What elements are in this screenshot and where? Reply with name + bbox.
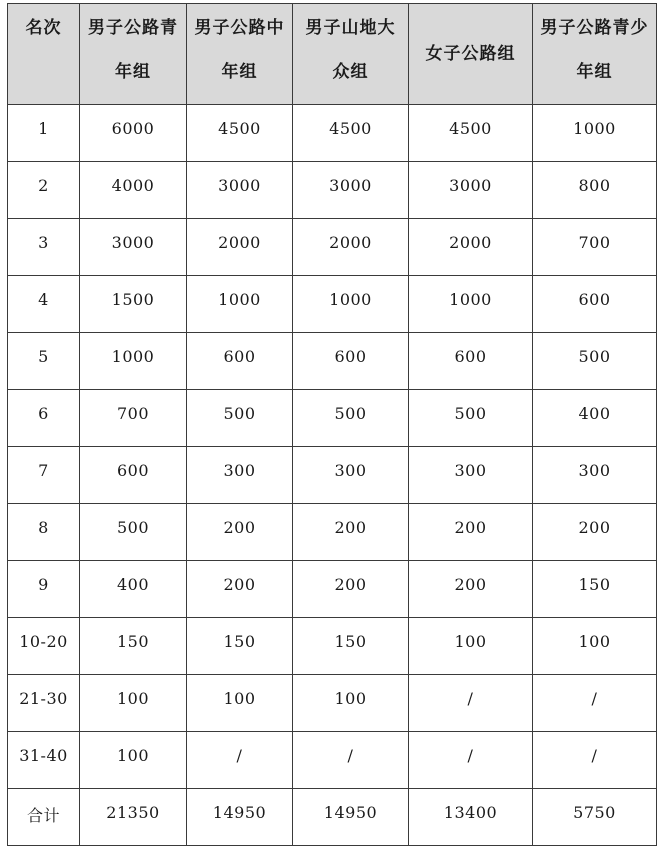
rank-cell: 2 xyxy=(8,162,80,219)
table-row xyxy=(8,333,657,390)
prize-cell: 4500 xyxy=(187,105,293,162)
prize-cell: 4500 xyxy=(409,105,533,162)
prize-cell: 700 xyxy=(80,390,187,447)
rank-cell: 21-30 xyxy=(8,675,80,732)
prize-cell: 100 xyxy=(80,732,187,789)
prize-cell: 500 xyxy=(293,390,409,447)
prize-cell: 200 xyxy=(293,504,409,561)
prize-cell: 400 xyxy=(533,390,657,447)
rank-cell: 10-20 xyxy=(8,618,80,675)
table-row xyxy=(8,390,657,447)
rank-cell: 4 xyxy=(8,276,80,333)
prize-cell: / xyxy=(409,675,533,732)
prize-cell: / xyxy=(533,732,657,789)
prize-cell: 6000 xyxy=(80,105,187,162)
rank-cell: 6 xyxy=(8,390,80,447)
prize-cell: 600 xyxy=(409,333,533,390)
prize-cell: 500 xyxy=(80,504,187,561)
prize-cell: 300 xyxy=(187,447,293,504)
rank-cell: 1 xyxy=(8,105,80,162)
prize-cell: 150 xyxy=(187,618,293,675)
header-rank: 名次 xyxy=(8,4,80,105)
rank-cell: 31-40 xyxy=(8,732,80,789)
table-row xyxy=(8,561,657,618)
prize-cell: 150 xyxy=(80,618,187,675)
table-row xyxy=(8,276,657,333)
rank-cell: 9 xyxy=(8,561,80,618)
prize-cell: 800 xyxy=(533,162,657,219)
prize-cell: 200 xyxy=(533,504,657,561)
prize-cell: 150 xyxy=(533,561,657,618)
header-men-road-middle-age: 男子公路中年组 xyxy=(187,4,293,105)
prize-cell: 100 xyxy=(187,675,293,732)
total-cell: 14950 xyxy=(293,789,409,846)
prize-cell: 100 xyxy=(533,618,657,675)
prize-cell: 600 xyxy=(533,276,657,333)
total-cell: 5750 xyxy=(533,789,657,846)
header-women-road: 女子公路组 xyxy=(409,4,533,105)
table-row xyxy=(8,675,657,732)
prize-cell: 2000 xyxy=(187,219,293,276)
prize-cell: 300 xyxy=(533,447,657,504)
table-row xyxy=(8,504,657,561)
prize-cell: 200 xyxy=(187,561,293,618)
header-row xyxy=(8,4,657,105)
rank-cell: 3 xyxy=(8,219,80,276)
rank-cell: 8 xyxy=(8,504,80,561)
prize-cell: 3000 xyxy=(409,162,533,219)
prize-cell: 200 xyxy=(409,504,533,561)
prize-cell: 1000 xyxy=(80,333,187,390)
rank-cell: 7 xyxy=(8,447,80,504)
table-row xyxy=(8,219,657,276)
prize-table xyxy=(7,3,657,846)
prize-cell: / xyxy=(409,732,533,789)
total-cell: 13400 xyxy=(409,789,533,846)
total-cell: 21350 xyxy=(80,789,187,846)
table-row xyxy=(8,447,657,504)
table-row xyxy=(8,105,657,162)
prize-cell: 1500 xyxy=(80,276,187,333)
table-row xyxy=(8,732,657,789)
prize-cell: 600 xyxy=(80,447,187,504)
prize-cell: 2000 xyxy=(409,219,533,276)
prize-cell: 100 xyxy=(409,618,533,675)
prize-cell: / xyxy=(533,675,657,732)
prize-cell: 4500 xyxy=(293,105,409,162)
total-label: 合计 xyxy=(8,789,80,846)
prize-cell: 3000 xyxy=(293,162,409,219)
prize-cell: 300 xyxy=(293,447,409,504)
prize-cell: 700 xyxy=(533,219,657,276)
prize-cell: / xyxy=(187,732,293,789)
prize-cell: 3000 xyxy=(80,219,187,276)
prize-cell: 500 xyxy=(187,390,293,447)
prize-cell: 600 xyxy=(187,333,293,390)
prize-cell: 100 xyxy=(80,675,187,732)
table-body xyxy=(8,105,657,846)
table-row xyxy=(8,162,657,219)
prize-cell: 500 xyxy=(409,390,533,447)
prize-cell: 200 xyxy=(187,504,293,561)
prize-cell: 150 xyxy=(293,618,409,675)
prize-cell: 3000 xyxy=(187,162,293,219)
table-header xyxy=(8,4,657,105)
prize-cell: 200 xyxy=(293,561,409,618)
prize-cell: 500 xyxy=(533,333,657,390)
total-cell: 14950 xyxy=(187,789,293,846)
prize-cell: 300 xyxy=(409,447,533,504)
prize-cell: 4000 xyxy=(80,162,187,219)
prize-cell: 2000 xyxy=(293,219,409,276)
rank-cell: 5 xyxy=(8,333,80,390)
prize-cell: 1000 xyxy=(409,276,533,333)
prize-cell: / xyxy=(293,732,409,789)
header-men-mountain-public: 男子山地大众组 xyxy=(293,4,409,105)
prize-cell: 1000 xyxy=(187,276,293,333)
total-row xyxy=(8,789,657,846)
prize-cell: 400 xyxy=(80,561,187,618)
prize-cell: 600 xyxy=(293,333,409,390)
prize-cell: 1000 xyxy=(533,105,657,162)
prize-cell: 1000 xyxy=(293,276,409,333)
header-men-road-teen: 男子公路青少年组 xyxy=(533,4,657,105)
prize-cell: 100 xyxy=(293,675,409,732)
table-row xyxy=(8,618,657,675)
header-men-road-youth: 男子公路青年组 xyxy=(80,4,187,105)
prize-cell: 200 xyxy=(409,561,533,618)
